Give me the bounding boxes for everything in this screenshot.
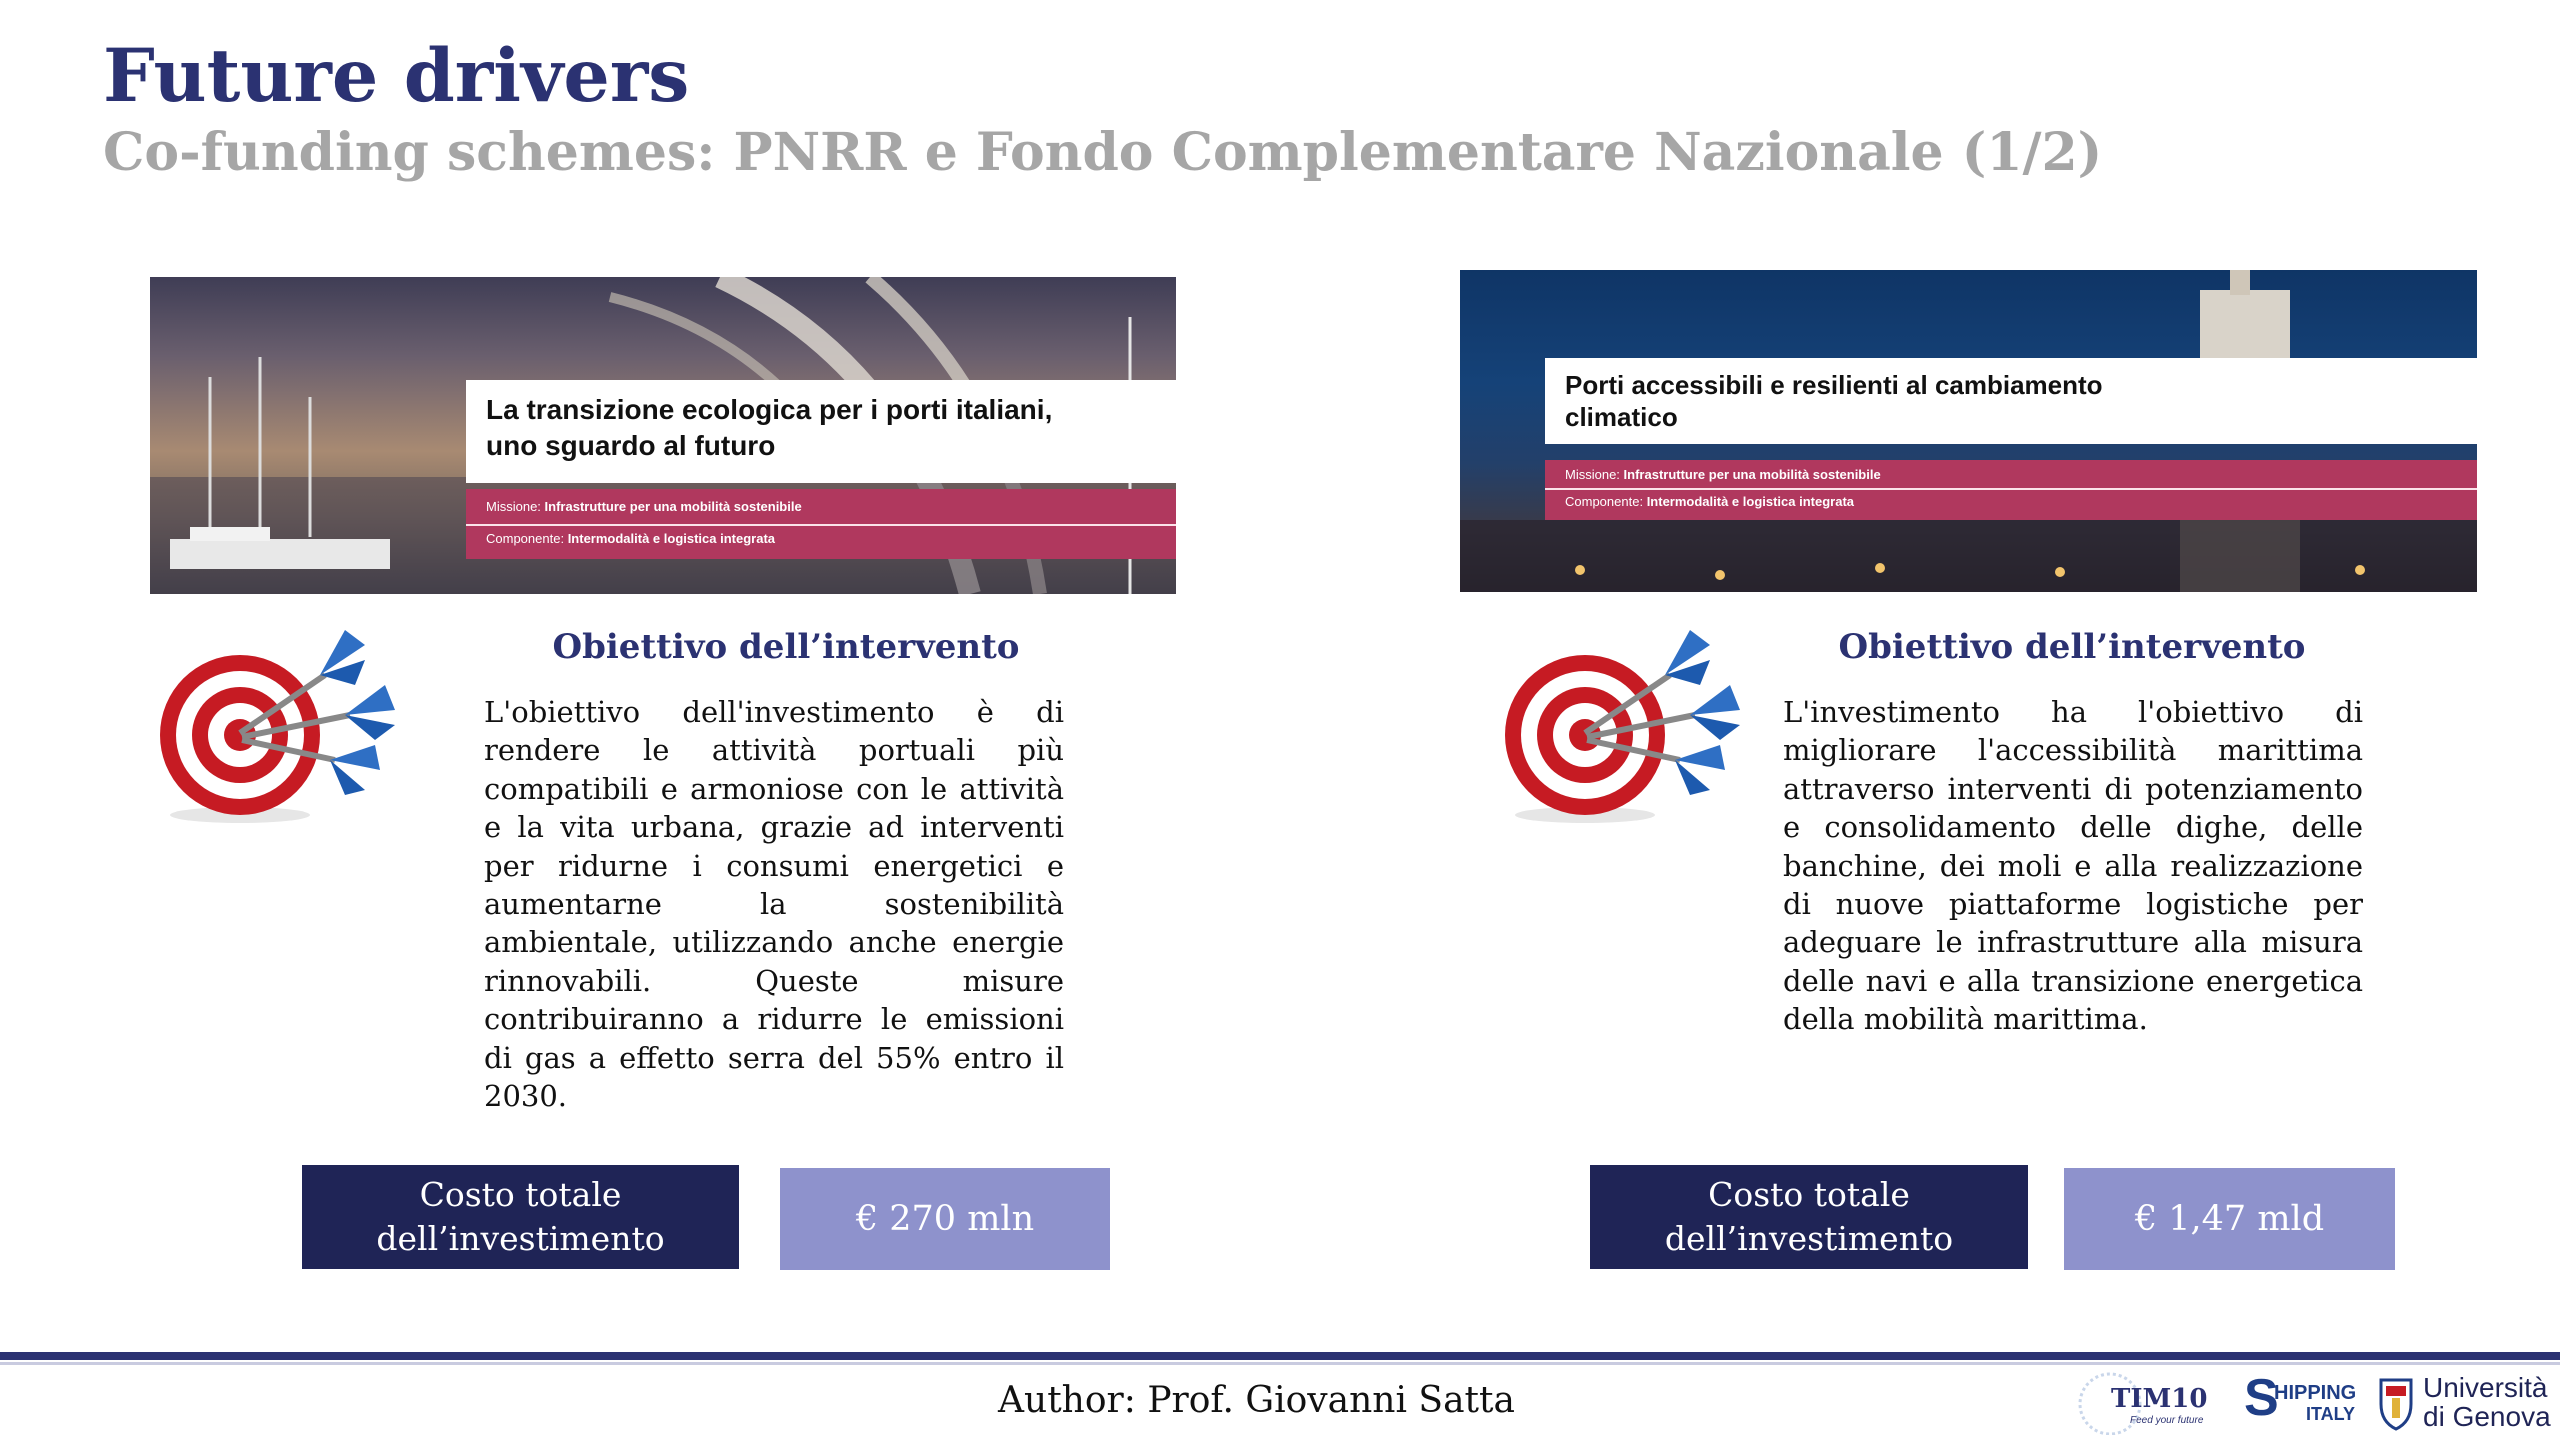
tim10-logo-text: TIM10 [2111,1384,2208,1414]
left-componente-label: Componente: [486,531,565,546]
right-objective-body: L'investimento ha l'obiettivo di migliorare l'accessibilità marittima attraverso interventi di potenziamento e consolidamento delle dighe, delle banchine, dei moli e alla realizzazione di nuove piattaforme logistiche per adeguare le infrastrutture alla misura delle navi e alla transizione energetica della mobilità marittima. [1783,695,2363,1037]
left-missione-label: Missione: [486,499,541,514]
shipping-s-icon: S [2244,1369,2279,1427]
slide-subtitle: Co-funding schemes: PNRR e Fondo Complementare Nazionale (1/2) [103,122,2103,183]
shipping-logo-text2: ITALY [2306,1404,2356,1424]
right-cost-label-line1: Costo totale [1708,1175,1910,1214]
right-objective-heading: Obiettivo dell’intervento [1838,627,2306,667]
slide-title: Future drivers [103,33,690,119]
left-cost-label [302,1165,739,1269]
left-componente-value: Intermodalità e logistica integrata [567,531,776,546]
footer-divider [0,1352,2560,1360]
left-cost-label-line2: dell’investimento [376,1219,665,1258]
target-dart-icon [150,615,400,830]
left-banner-image [150,277,1176,594]
unige-logo-text1: Università [2423,1372,2548,1403]
left-cost-value: € 270 mln [780,1168,1110,1270]
footer-author: Author: Prof. Giovanni Satta [998,1380,1515,1421]
right-banner-image [1460,270,2477,592]
target-dart-icon [1495,615,1745,830]
right-componente-value: Intermodalità e logistica integrata [1646,494,1855,509]
footer-divider-shadow [0,1362,2560,1365]
right-cost-value: € 1,47 mld [2064,1168,2395,1270]
unige-logo-text2: di Genova [2423,1401,2551,1432]
right-componente-label: Componente: [1565,494,1644,509]
shipping-logo-text1: HIPPING [2274,1382,2357,1404]
tim10-logo [2075,1370,2225,1435]
right-banner-headline-card [1545,358,2477,444]
left-banner-headline-card [466,380,1176,483]
left-banner-headline-line1: La transizione ecologica per i porti italiani, [486,394,1053,425]
right-cost-label [1590,1165,2028,1269]
unige-shield-icon [2377,1374,2415,1432]
left-objective-heading: Obiettivo dell’intervento [552,627,1020,667]
right-banner-headline-line1: Porti accessibili e resilienti al cambiamento [1565,370,2103,400]
left-missione-value: Infrastrutture per una mobilità sostenibile [544,499,802,514]
right-banner-headline-line2: climatico [1565,402,1678,432]
right-banner-mission-strip [1545,460,2477,520]
shipping-italy-logo [2240,1368,2360,1433]
right-cost-label-line2: dell’investimento [1664,1219,1954,1258]
left-banner-headline-line2: uno sguardo al futuro [486,430,776,461]
left-banner-mission-strip [466,489,1176,559]
left-objective-body: L'obiettivo dell'investimento è di rendere le attività portuali più compatibili e armoniose con le attività e la vita urbana, grazie ad interventi per ridurne i consumi energetici e aumentarne la sostenibilità ambientale, utilizzando anche energie rinnovabili. Queste misure contribuiranno a ridurre le emissioni di gas a effetto serra del 55% entro il 2030. [484,695,1064,1114]
left-cost-label-line1: Costo totale [419,1175,622,1214]
right-missione-value: Infrastrutture per una mobilità sostenibile [1623,467,1881,482]
right-missione-label: Missione: [1565,467,1620,482]
unige-logo [2375,1368,2555,1436]
tim10-logo-tagline: Feed your future [2130,1415,2204,1426]
